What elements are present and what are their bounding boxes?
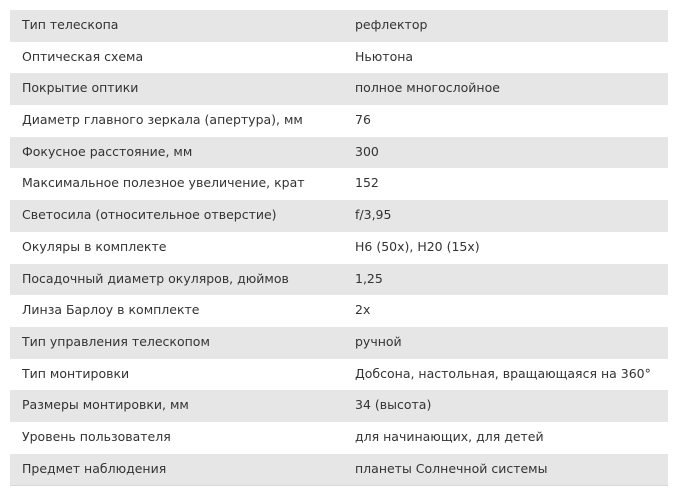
spec-value: 300 <box>343 137 668 169</box>
spec-value: f/3,95 <box>343 200 668 232</box>
spec-value: полное многослойное <box>343 73 668 105</box>
spec-label: Уровень пользователя <box>10 422 343 454</box>
spec-value: рефлектор <box>343 10 668 42</box>
table-row <box>10 295 668 327</box>
spec-value: H6 (50x), H20 (15x) <box>343 232 668 264</box>
spec-value: 76 <box>343 105 668 137</box>
spec-label: Оптическая схема <box>10 42 343 74</box>
table-row <box>10 390 668 422</box>
spec-label: Линза Барлоу в комплекте <box>10 295 343 327</box>
table-row <box>10 200 668 232</box>
table-row <box>10 264 668 296</box>
spec-value: 2x <box>343 295 668 327</box>
table-row <box>10 137 668 169</box>
spec-value: 34 (высота) <box>343 390 668 422</box>
spec-value: для начинающих, для детей <box>343 422 668 454</box>
table-row <box>10 42 668 74</box>
table-row <box>10 105 668 137</box>
spec-label: Покрытие оптики <box>10 73 343 105</box>
spec-value: ручной <box>343 327 668 359</box>
table-row <box>10 232 668 264</box>
spec-value: 152 <box>343 168 668 200</box>
spec-value: 1,25 <box>343 264 668 296</box>
spec-label: Посадочный диаметр окуляров, дюймов <box>10 264 343 296</box>
spec-label: Светосила (относительное отверстие) <box>10 200 343 232</box>
spec-label: Тип монтировки <box>10 359 343 391</box>
table-row <box>10 454 668 486</box>
table-row <box>10 359 668 391</box>
table-row <box>10 73 668 105</box>
spec-value: Добсона, настольная, вращающаяся на 360° <box>343 359 668 391</box>
spec-label: Окуляры в комплекте <box>10 232 343 264</box>
spec-label: Диаметр главного зеркала (апертура), мм <box>10 105 343 137</box>
spec-label: Максимальное полезное увеличение, крат <box>10 168 343 200</box>
table-row <box>10 10 668 42</box>
table-row <box>10 327 668 359</box>
table-row <box>10 168 668 200</box>
spec-label: Тип управления телескопом <box>10 327 343 359</box>
spec-label: Фокусное расстояние, мм <box>10 137 343 169</box>
spec-label: Предмет наблюдения <box>10 454 343 486</box>
spec-value: планеты Солнечной системы <box>343 454 668 486</box>
spec-label: Тип телескопа <box>10 10 343 42</box>
spec-value: Ньютона <box>343 42 668 74</box>
table-row <box>10 422 668 454</box>
specifications-table <box>10 10 668 486</box>
spec-label: Размеры монтировки, мм <box>10 390 343 422</box>
